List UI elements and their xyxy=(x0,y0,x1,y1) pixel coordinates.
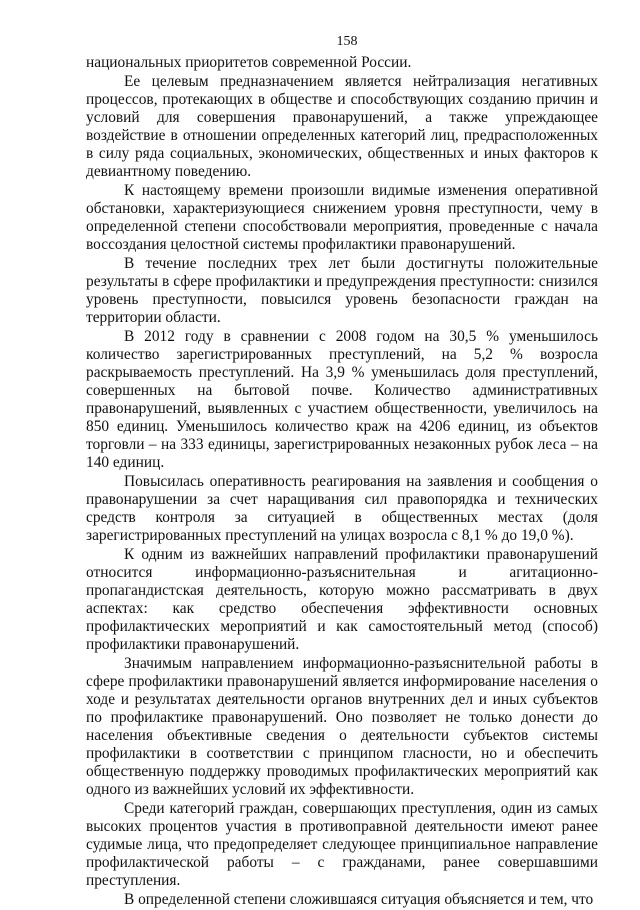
paragraph-results: В течение последних трех лет были достигнуты положительные результаты в сфере профилактики и предупреждения преступности: снизился уровень преступности, повысился уровень безопасности граждан на территории области. xyxy=(86,255,598,326)
paragraph-situation-changes: К настоящему времени произошли видимые изменения оперативной обстановки, характеризующиеся снижением уровня преступности, чему в определенной степени способствовали мероприятия, проведенные с начала воссоздания целостной системы профилактики правонарушений. xyxy=(86,182,598,253)
paragraph-repeat-offenders: Среди категорий граждан, совершающих преступления, один из самых высоких процентов участия в противоправной деятельности имеют ранее судимые лица, что предопределяет следующее принципиальное направление профилактической работы – с гражданами, ранее совершавшими преступления. xyxy=(86,800,598,889)
paragraph-responsiveness: Повысилась оперативность реагирования на заявления и сообщения о правонарушении за счет наращивания сил правопорядка и технических средств контроля за ситуацией в общественных местах (доля зарегистрированных преступлений на улицах возросла с 8,1 % до 19,0 %). xyxy=(86,473,598,544)
paragraph-information-work: К одним из важнейших направлений профилактики правонарушений относится информационно-разъяснительная и агитационно-пропагандистская деятельность, которую можно рассматривать в двух аспектах: как средство обеспечения эффективности основных профилактических мероприятий и как самостоятельный метод (способ) профилактики правонарушений. xyxy=(86,546,598,653)
document-page xyxy=(86,34,598,910)
page-number: 158 xyxy=(336,34,358,49)
paragraph-explanation: В определенной степени сложившаяся ситуация объясняется и тем, что xyxy=(124,891,594,908)
paragraph-continuation: национальных приоритетов современной России. xyxy=(86,54,412,71)
paragraph-purpose: Ее целевым предназначением является нейтрализация негативных процессов, протекающих в обществе и способствующих созданию причин и условий для совершения правонарушений, а также упреждающее воздействие в отношении определенных категорий лиц, предрасположенных в силу ряда социальных, экономических, общественных и иных факторов к девиантному поведению. xyxy=(86,73,598,180)
paragraph-public-informing: Значимым направлением информационно-разъяснительной работы в сфере профилактики правонарушений является информирование населения о ходе и результатах деятельности органов внутренних дел и иных субъектов по профилактике правонарушений. Оно позволяет не только донести до населения объективные сведения о деятельности субъектов системы профилактики в соответствии с принципом гласности, но и обеспечить общественную поддержку проводимых профилактических мероприятий как одного из важнейших условий их эффективности. xyxy=(86,655,598,798)
paragraph-statistics: В 2012 году в сравнении с 2008 годом на 30,5 % уменьшилось количество зарегистрированных преступлений, на 5,2 % возросла раскрываемость преступлений. На 3,9 % уменьшилась доля преступлений, совершенных на бытовой почве. Количество административных правонарушений, выявленных с участием общественности, увеличилось на 850 единиц. Уменьшилось количество краж на 4206 единиц, из объектов торговли – на 333 единицы, зарегистрированных незаконных рубок леса – на 140 единиц. xyxy=(86,328,598,471)
